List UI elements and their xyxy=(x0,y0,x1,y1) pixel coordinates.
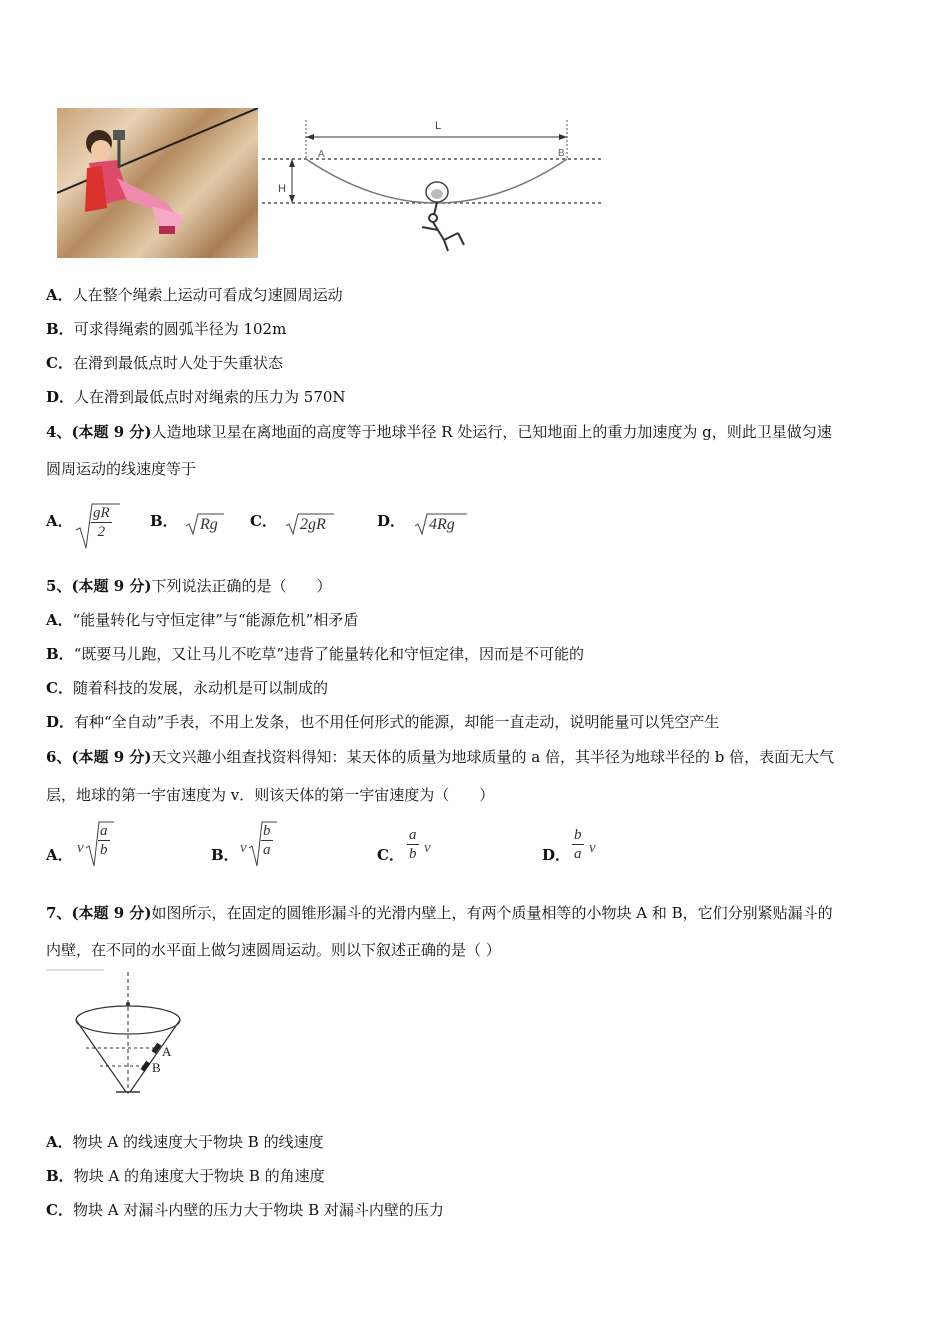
q4-stem-line1: 4、(本题 9 分)人造地球卫星在离地面的高度等于地球半径 R 处运行，已知地面上的重力加速度为 g，则此卫星做匀速 xyxy=(46,423,832,441)
label-A: A xyxy=(162,1044,172,1059)
q4-option-c: C． 2gR xyxy=(250,510,277,531)
label-B: B xyxy=(152,1060,161,1075)
q4-option-a: A． $\frac{gR}{2}$ xyxy=(46,508,73,529)
q4-stem-line2: 圆周运动的线速度等于 xyxy=(46,460,197,478)
label-H: H xyxy=(278,183,286,195)
q6-option-c: C． $\frac{a}{b}$ v xyxy=(377,827,431,864)
q6-option-b: B． v $\frac{b}{a}$ xyxy=(211,844,239,865)
zipline-person-illustration xyxy=(57,108,258,258)
label-L: L xyxy=(435,120,442,132)
q5-stem: 5、(本题 9 分)下列说法正确的是（ ） xyxy=(46,577,332,595)
q6-stem-line2: 层，地球的第一宇宙速度为 v．则该天体的第一宇宙速度为（ ） xyxy=(46,786,495,804)
q3-option-d: D．人在滑到最低点时对绳索的压力为 570N xyxy=(46,388,346,406)
q7-option-c: C．物块 A 对漏斗内壁的压力大于物块 B 对漏斗内壁的压力 xyxy=(46,1201,444,1219)
q3-option-a: A．人在整个绳索上运动可看成匀速圆周运动 xyxy=(46,286,343,304)
q7-option-b: B．物块 A 的角速度大于物块 B 的角速度 xyxy=(46,1167,325,1185)
q5-option-c: C．随着科技的发展，永动机是可以制成的 xyxy=(46,679,328,697)
q6-stem-line1: 6、(本题 9 分)天文兴趣小组查找资料得知：某天体的质量为地球质量的 a 倍，其半径为地球半径的 b 倍，表面无大气 xyxy=(46,748,835,766)
q7-stem-line1: 7、(本题 9 分)如图所示，在固定的圆锥形漏斗的光滑内壁上，有两个质量相等的小物块 A 和 B，它们分别紧贴漏斗的 xyxy=(46,904,833,922)
label-A: A xyxy=(318,149,325,160)
q5-option-b: B．“既要马儿跑，又让马儿不吃草”违背了能量转化和守恒定律，因而是不可能的 xyxy=(46,645,585,663)
q5-option-d: D．有种“全自动”手表，不用上发条，也不用任何形式的能源，却能一直走动，说明能量可以凭空产生 xyxy=(46,713,720,731)
label-B: B xyxy=(558,148,565,159)
q7-stem-line2: 内壁，在不同的水平面上做匀速圆周运动。则以下叙述正确的是（ ） xyxy=(46,941,501,959)
q7-option-a: A．物块 A 的线速度大于物块 B 的线速度 xyxy=(46,1133,324,1151)
zipline-photo xyxy=(57,108,258,258)
q4-option-b: B． Rg xyxy=(150,510,178,531)
q3-option-c: C．在滑到最低点时人处于失重状态 xyxy=(46,354,283,372)
zipline-diagram xyxy=(262,115,612,255)
q4-option-d: D． 4Rg xyxy=(377,510,405,531)
q6-option-a: A． v $\frac{a}{b}$ xyxy=(46,844,73,865)
q6-option-d: D． $\frac{b}{a}$ v xyxy=(542,827,596,864)
funnel-diagram xyxy=(46,968,196,1103)
q3-option-b: B．可求得绳索的圆弧半径为 102m xyxy=(46,320,287,338)
q5-option-a: A．“能量转化与守恒定律”与“能源危机”相矛盾 xyxy=(46,611,359,629)
